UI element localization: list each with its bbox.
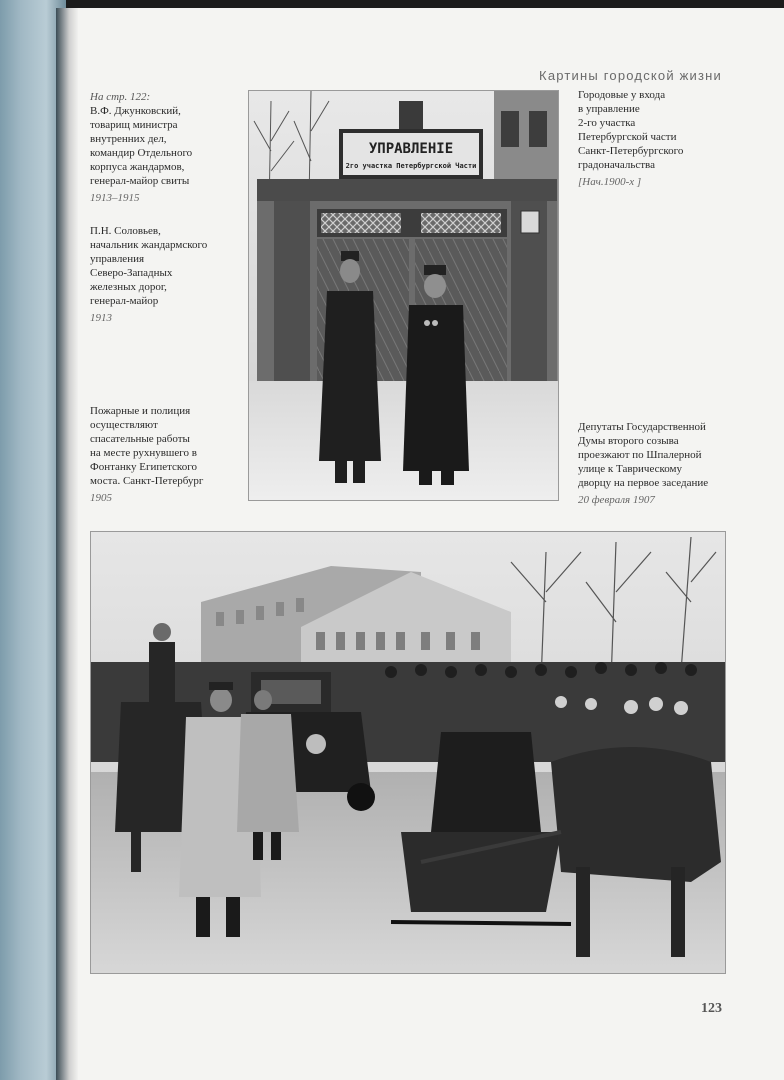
- caption-line: корпуса жандармов,: [90, 161, 185, 173]
- photo-policemen-gate: [248, 90, 559, 501]
- page-number: 123: [701, 1001, 722, 1016]
- caption-line: Думы второго созыва: [578, 435, 679, 447]
- caption-line: товарищ министра: [90, 119, 178, 131]
- caption-line: на месте рухнувшего в: [90, 447, 197, 459]
- caption-line: Санкт-Петербургского: [578, 145, 684, 157]
- photo-duma-procession: [90, 531, 726, 974]
- caption-line: улице к Таврическому: [578, 463, 683, 475]
- book-page: [66, 8, 784, 1080]
- caption-solovyev: [90, 224, 260, 325]
- caption-line: внутренних дел,: [90, 133, 167, 145]
- caption-date: 1913–1915: [90, 192, 140, 204]
- caption-date: 1913: [90, 312, 112, 324]
- caption-line: моста. Санкт-Петербург: [90, 475, 204, 487]
- caption-duma-deputies: [578, 420, 748, 507]
- caption-line: спасательные работы: [90, 433, 190, 445]
- running-head: Картины городской жизни: [539, 68, 722, 83]
- caption-line: в управление: [578, 103, 640, 115]
- caption-line: командир Отдельного: [90, 147, 193, 159]
- caption-line: 2-го участка: [578, 117, 636, 129]
- caption-line: генерал-майор свиты: [90, 175, 190, 187]
- caption-policemen: [578, 88, 738, 189]
- caption-line: Депутаты Государственной: [578, 421, 706, 433]
- caption-lead: На стр. 122:: [90, 91, 151, 103]
- sign-text-sub: 2го участка Петербургской Части: [345, 162, 477, 170]
- caption-line: проезжают по Шпалерной: [578, 449, 702, 461]
- caption-date: 20 февраля 1907: [578, 494, 655, 506]
- caption-line: дворцу на первое заседание: [578, 477, 709, 489]
- caption-line: В.Ф. Джунковский,: [90, 105, 181, 117]
- caption-line: Городовые у входа: [578, 89, 666, 101]
- caption-line: Фонтанку Египетского: [90, 461, 197, 473]
- caption-line: П.Н. Соловьев,: [90, 225, 161, 237]
- caption-line: осуществляют: [90, 419, 158, 431]
- caption-firemen: [90, 404, 260, 505]
- caption-date: 1905: [90, 492, 112, 504]
- caption-line: Пожарные и полиция: [90, 405, 191, 417]
- caption-line: градоначальства: [578, 159, 655, 171]
- caption-date: [Нач.1900-х ]: [578, 176, 642, 188]
- caption-line: генерал-майор: [90, 295, 159, 307]
- caption-line: начальник жандармского: [90, 239, 208, 251]
- caption-line: Петербургской части: [578, 131, 677, 143]
- sign-text-main: УПРАВЛЕНIЕ: [368, 141, 454, 157]
- caption-line: железных дорог,: [90, 281, 167, 293]
- gutter-shadow: [56, 8, 78, 1080]
- caption-line: управления: [90, 253, 145, 265]
- caption-dzhunkovsky: [90, 90, 260, 205]
- caption-line: Северо-Западных: [90, 267, 173, 279]
